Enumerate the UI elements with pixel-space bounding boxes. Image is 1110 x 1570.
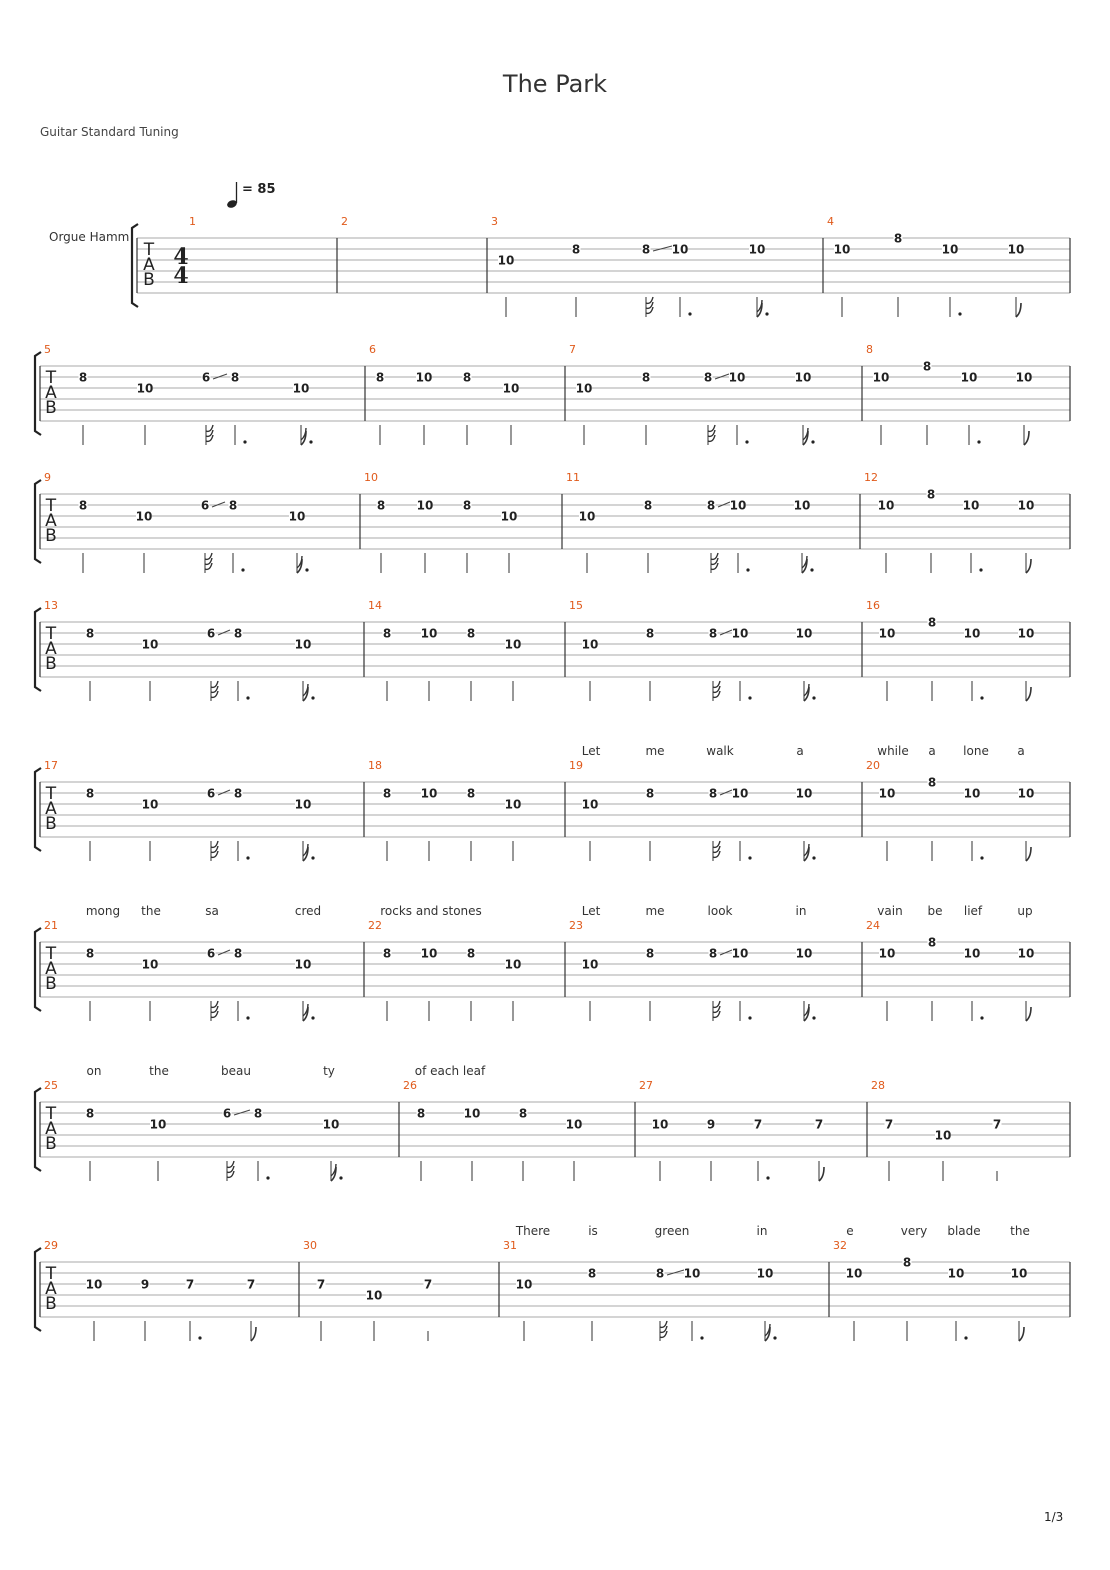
- fret-number: 6: [200, 498, 210, 513]
- measure-number: 13: [44, 599, 58, 612]
- dot: [266, 1176, 269, 1179]
- fret-number: 7: [992, 1117, 1002, 1132]
- fret-number: 8: [466, 786, 476, 801]
- lyric-syllable: a: [928, 744, 936, 758]
- fret-number: 10: [420, 626, 438, 641]
- lyric-syllable: in: [756, 1224, 768, 1238]
- note-flag: [1026, 847, 1031, 861]
- lyric-syllable: a: [796, 744, 804, 758]
- measure-number: 21: [44, 919, 58, 932]
- fret-number: 10: [1010, 1266, 1028, 1281]
- measure-number: 27: [639, 1079, 653, 1092]
- lyric-syllable: walk: [706, 744, 734, 758]
- lyric-syllable: vain: [877, 904, 903, 918]
- fret-number: 10: [141, 637, 159, 652]
- fret-number: 10: [294, 957, 312, 972]
- lyric-syllable: blade: [947, 1224, 981, 1238]
- fret-number: 10: [1015, 370, 1033, 385]
- fret-number: 10: [578, 509, 596, 524]
- fret-number: 8: [927, 935, 937, 950]
- note-flag: [713, 841, 720, 847]
- dot: [305, 568, 308, 571]
- measure-number: 1: [189, 215, 196, 228]
- lyric-syllable: is: [588, 1224, 598, 1238]
- fret-number: 10: [292, 381, 310, 396]
- lyric-syllable: the: [1010, 1224, 1030, 1238]
- lyric-syllable: of each leaf: [414, 1064, 486, 1078]
- measure-number: 7: [569, 343, 576, 356]
- fret-number: 8: [655, 1266, 665, 1281]
- dot: [311, 856, 314, 859]
- fret-number: 10: [1017, 498, 1035, 513]
- note-flag: [227, 1161, 234, 1167]
- dot: [688, 312, 691, 315]
- note-flag: [713, 681, 720, 687]
- measure-number: 14: [368, 599, 382, 612]
- fret-number: 8: [645, 626, 655, 641]
- note-flag: [711, 553, 718, 559]
- fret-number: 7: [185, 1277, 195, 1292]
- measure-number: 8: [866, 343, 873, 356]
- fret-number: 10: [581, 637, 599, 652]
- tab-clef-letter: T: [45, 784, 57, 804]
- measure-number: 3: [491, 215, 498, 228]
- lyric-syllable: Let: [581, 904, 601, 918]
- tab-clef-letter: B: [45, 526, 57, 546]
- tab-clef-letter: T: [45, 1264, 57, 1284]
- fret-number: 10: [288, 509, 306, 524]
- fret-number: 6: [206, 946, 216, 961]
- fret-number: 10: [420, 786, 438, 801]
- lyric-syllable: the: [149, 1064, 169, 1078]
- fret-number: 8: [78, 370, 88, 385]
- fret-number: 8: [85, 786, 95, 801]
- tab-clef-letter: A: [45, 1119, 57, 1139]
- fret-number: 10: [947, 1266, 965, 1281]
- note-flag: [1024, 431, 1029, 445]
- measure-number: 2: [341, 215, 348, 228]
- fret-number: 8: [85, 1106, 95, 1121]
- fret-number: 10: [651, 1117, 669, 1132]
- dot: [309, 440, 312, 443]
- fret-number: 10: [794, 370, 812, 385]
- tab-clef-letter: T: [45, 368, 57, 388]
- measure-number: 4: [827, 215, 834, 228]
- fret-number: 10: [141, 957, 159, 972]
- dot: [980, 856, 983, 859]
- fret-number: 10: [136, 381, 154, 396]
- measure-number: 31: [503, 1239, 517, 1252]
- tab-clef-letter: A: [45, 799, 57, 819]
- fret-number: 10: [683, 1266, 701, 1281]
- dot: [810, 568, 813, 571]
- dot: [980, 1016, 983, 1019]
- fret-number: 10: [728, 370, 746, 385]
- fret-number: 6: [201, 370, 211, 385]
- tab-clef-letter: B: [45, 398, 57, 418]
- note-flag: [206, 425, 213, 431]
- fret-number: 8: [416, 1106, 426, 1121]
- fret-number: 10: [963, 626, 981, 641]
- lyric-syllable: me: [645, 904, 665, 918]
- measure-number: 10: [364, 471, 378, 484]
- fret-number: 10: [878, 626, 896, 641]
- note-flag: [205, 553, 212, 559]
- lyric-syllable: ty: [323, 1064, 335, 1078]
- tab-clef-letter: A: [45, 383, 57, 403]
- dot: [246, 1016, 249, 1019]
- fret-number: 8: [85, 626, 95, 641]
- fret-number: 6: [206, 786, 216, 801]
- fret-number: 10: [878, 946, 896, 961]
- dot: [812, 1016, 815, 1019]
- dot: [311, 1016, 314, 1019]
- fret-number: 10: [504, 637, 522, 652]
- lyric-syllable: cred: [294, 904, 322, 918]
- fret-number: 6: [222, 1106, 232, 1121]
- lyric-syllable: on: [86, 1064, 102, 1078]
- fret-number: 8: [253, 1106, 263, 1121]
- fret-number: 10: [135, 509, 153, 524]
- fret-number: 8: [706, 498, 716, 513]
- dot: [812, 856, 815, 859]
- fret-number: 8: [643, 498, 653, 513]
- fret-number: 10: [962, 498, 980, 513]
- note-flag: [819, 1167, 824, 1181]
- note-flag: [251, 1327, 256, 1341]
- lyric-syllable: lone: [963, 744, 989, 758]
- dot: [964, 1336, 967, 1339]
- measure-number: 32: [833, 1239, 847, 1252]
- tempo-value: = 85: [242, 182, 276, 197]
- score-title: The Park: [502, 70, 608, 98]
- fret-number: 10: [581, 797, 599, 812]
- measure-number: 16: [866, 599, 880, 612]
- fret-number: 7: [884, 1117, 894, 1132]
- tab-clef-letter: A: [45, 1279, 57, 1299]
- tuning-label: Guitar Standard Tuning: [40, 125, 179, 139]
- fret-number: 10: [1017, 786, 1035, 801]
- dot: [311, 696, 314, 699]
- fret-number: 8: [518, 1106, 528, 1121]
- tab-clef-letter: B: [45, 974, 57, 994]
- measure-number: 26: [403, 1079, 417, 1092]
- fret-number: 10: [795, 946, 813, 961]
- dot: [745, 440, 748, 443]
- fret-number: 8: [375, 370, 385, 385]
- dot: [241, 568, 244, 571]
- measure-number: 28: [871, 1079, 885, 1092]
- note-flag: [211, 681, 218, 687]
- fret-number: 8: [902, 1255, 912, 1270]
- measure-number: 22: [368, 919, 382, 932]
- fret-number: 8: [645, 946, 655, 961]
- fret-number: 6: [206, 626, 216, 641]
- lyric-syllable: me: [645, 744, 665, 758]
- dot: [198, 1336, 201, 1339]
- fret-number: 10: [141, 797, 159, 812]
- lyric-syllable: up: [1017, 904, 1033, 918]
- time-signature-top: 4: [173, 244, 189, 270]
- dot: [339, 1176, 342, 1179]
- fret-number: 10: [515, 1277, 533, 1292]
- dot: [748, 696, 751, 699]
- fret-number: 10: [85, 1277, 103, 1292]
- dot: [977, 440, 980, 443]
- fret-number: 10: [575, 381, 593, 396]
- fret-number: 10: [581, 957, 599, 972]
- measure-number: 29: [44, 1239, 58, 1252]
- fret-number: 10: [497, 253, 515, 268]
- note-flag: [1016, 303, 1021, 317]
- fret-number: 8: [571, 242, 581, 257]
- fret-number: 10: [420, 946, 438, 961]
- dot: [979, 568, 982, 571]
- fret-number: 8: [228, 498, 238, 513]
- note-flag: [211, 1001, 218, 1007]
- measure-number: 17: [44, 759, 58, 772]
- lyric-syllable: mong: [85, 904, 121, 918]
- measure-number: 9: [44, 471, 51, 484]
- fret-number: 10: [833, 242, 851, 257]
- tab-clef-letter: T: [45, 944, 57, 964]
- fret-number: 7: [423, 1277, 433, 1292]
- tab-clef-letter: T: [45, 624, 57, 644]
- fret-number: 10: [960, 370, 978, 385]
- tab-clef-letter: A: [143, 255, 155, 275]
- fret-number: 8: [587, 1266, 597, 1281]
- lyric-syllable: a: [1017, 744, 1025, 758]
- measure-number: 6: [369, 343, 376, 356]
- dot: [246, 856, 249, 859]
- fret-number: 10: [795, 786, 813, 801]
- fret-number: 10: [795, 626, 813, 641]
- measure-number: 25: [44, 1079, 58, 1092]
- measure-number: 30: [303, 1239, 317, 1252]
- fret-number: 10: [149, 1117, 167, 1132]
- fret-number: 10: [500, 509, 518, 524]
- measure-number: 11: [566, 471, 580, 484]
- fret-number: 8: [466, 946, 476, 961]
- fret-number: 8: [708, 786, 718, 801]
- fret-number: 8: [466, 626, 476, 641]
- fret-number: 10: [963, 946, 981, 961]
- fret-number: 8: [462, 370, 472, 385]
- lyric-syllable: lief: [963, 904, 983, 918]
- tab-clef-letter: A: [45, 959, 57, 979]
- fret-number: 10: [322, 1117, 340, 1132]
- fret-number: 10: [365, 1288, 383, 1303]
- tab-clef-letter: A: [45, 639, 57, 659]
- fret-number: 8: [927, 615, 937, 630]
- fret-number: 10: [1017, 626, 1035, 641]
- lyric-syllable: sa: [205, 904, 219, 918]
- fret-number: 10: [416, 498, 434, 513]
- measure-number: 19: [569, 759, 583, 772]
- fret-number: 8: [926, 487, 936, 502]
- fret-number: 8: [641, 242, 651, 257]
- lyric-syllable: very: [900, 1224, 928, 1238]
- measure-number: 23: [569, 919, 583, 932]
- fret-number: 8: [382, 786, 392, 801]
- lyric-syllable: green: [654, 1224, 690, 1238]
- tempo-mark: [226, 182, 275, 209]
- fret-number: 7: [753, 1117, 763, 1132]
- fret-number: 10: [731, 786, 749, 801]
- lyric-syllable: beau: [221, 1064, 251, 1078]
- lyric-syllable: Let: [581, 744, 601, 758]
- fret-number: 10: [748, 242, 766, 257]
- fret-number: 8: [233, 626, 243, 641]
- fret-number: 8: [78, 498, 88, 513]
- measure-number: 5: [44, 343, 51, 356]
- fret-number: 10: [1017, 946, 1035, 961]
- fret-number: 10: [963, 786, 981, 801]
- page-number: 1/3: [1044, 1510, 1064, 1524]
- fret-number: 8: [922, 359, 932, 374]
- fret-number: 8: [233, 786, 243, 801]
- fret-number: 8: [230, 370, 240, 385]
- note-flag: [646, 297, 653, 303]
- fret-number: 10: [1007, 242, 1025, 257]
- note-flag: [1019, 1327, 1024, 1341]
- fret-number: 10: [415, 370, 433, 385]
- fret-number: 7: [246, 1277, 256, 1292]
- dot: [748, 856, 751, 859]
- tab-clef-letter: A: [45, 511, 57, 531]
- dot: [243, 440, 246, 443]
- dot: [700, 1336, 703, 1339]
- fret-number: 10: [878, 786, 896, 801]
- fret-number: 10: [731, 626, 749, 641]
- lyric-syllable: the: [141, 904, 161, 918]
- fret-number: 8: [382, 626, 392, 641]
- fret-number: 10: [941, 242, 959, 257]
- note-flag: [1026, 1007, 1031, 1021]
- tab-clef-letter: B: [45, 1294, 57, 1314]
- fret-number: 8: [462, 498, 472, 513]
- fret-number: 10: [565, 1117, 583, 1132]
- measure-number: 12: [864, 471, 878, 484]
- lyric-syllable: in: [795, 904, 807, 918]
- fret-number: 10: [671, 242, 689, 257]
- fret-number: 8: [645, 786, 655, 801]
- lyric-syllable: e: [846, 1224, 854, 1238]
- dot: [980, 696, 983, 699]
- tab-clef-letter: T: [45, 1104, 57, 1124]
- instrument-label: Orgue Hamm: [49, 230, 130, 244]
- dot: [765, 312, 768, 315]
- lyric-syllable: be: [927, 904, 943, 918]
- fret-number: 10: [294, 797, 312, 812]
- lyric-syllable: while: [877, 744, 909, 758]
- fret-number: 7: [316, 1277, 326, 1292]
- fret-number: 10: [463, 1106, 481, 1121]
- tab-clef-letter: B: [45, 814, 57, 834]
- tab-clef-letter: B: [45, 1134, 57, 1154]
- fret-number: 10: [504, 797, 522, 812]
- dot: [748, 1016, 751, 1019]
- lyric-syllable: rocks and stones: [380, 904, 482, 918]
- lyric-syllable: look: [707, 904, 733, 918]
- tab-clef-letter: B: [143, 270, 155, 290]
- measure-number: 15: [569, 599, 583, 612]
- measure-number: 20: [866, 759, 880, 772]
- dot: [773, 1336, 776, 1339]
- fret-number: 8: [376, 498, 386, 513]
- time-signature-bottom: 4: [173, 263, 189, 289]
- fret-number: 10: [294, 637, 312, 652]
- note-flag: [708, 425, 715, 431]
- tab-clef-letter: T: [143, 240, 155, 260]
- dot: [812, 696, 815, 699]
- fret-number: 8: [641, 370, 651, 385]
- fret-number: 10: [729, 498, 747, 513]
- fret-number: 10: [877, 498, 895, 513]
- tab-clef-letter: B: [45, 654, 57, 674]
- fret-number: 7: [814, 1117, 824, 1132]
- lyric-syllable: There: [515, 1224, 551, 1238]
- note-flag: [660, 1321, 667, 1327]
- fret-number: 10: [756, 1266, 774, 1281]
- fret-number: 10: [845, 1266, 863, 1281]
- fret-number: 8: [382, 946, 392, 961]
- fret-number: 9: [706, 1117, 716, 1132]
- fret-number: 9: [140, 1277, 150, 1292]
- fret-number: 8: [85, 946, 95, 961]
- fret-number: 10: [504, 957, 522, 972]
- measure-number: 18: [368, 759, 382, 772]
- tab-clef-letter: T: [45, 496, 57, 516]
- fret-number: 10: [731, 946, 749, 961]
- fret-number: 8: [893, 231, 903, 246]
- fret-number: 8: [708, 946, 718, 961]
- dot: [246, 696, 249, 699]
- fret-number: 8: [708, 626, 718, 641]
- fret-number: 8: [927, 775, 937, 790]
- dot: [958, 312, 961, 315]
- dot: [811, 440, 814, 443]
- note-flag: [1026, 687, 1031, 701]
- fret-number: 10: [934, 1128, 952, 1143]
- dot: [746, 568, 749, 571]
- fret-number: 10: [502, 381, 520, 396]
- note-flag: [713, 1001, 720, 1007]
- fret-number: 10: [872, 370, 890, 385]
- fret-number: 10: [793, 498, 811, 513]
- note-flag: [1026, 559, 1031, 573]
- note-flag: [211, 841, 218, 847]
- dot: [766, 1176, 769, 1179]
- fret-number: 8: [703, 370, 713, 385]
- measure-number: 24: [866, 919, 880, 932]
- fret-number: 8: [233, 946, 243, 961]
